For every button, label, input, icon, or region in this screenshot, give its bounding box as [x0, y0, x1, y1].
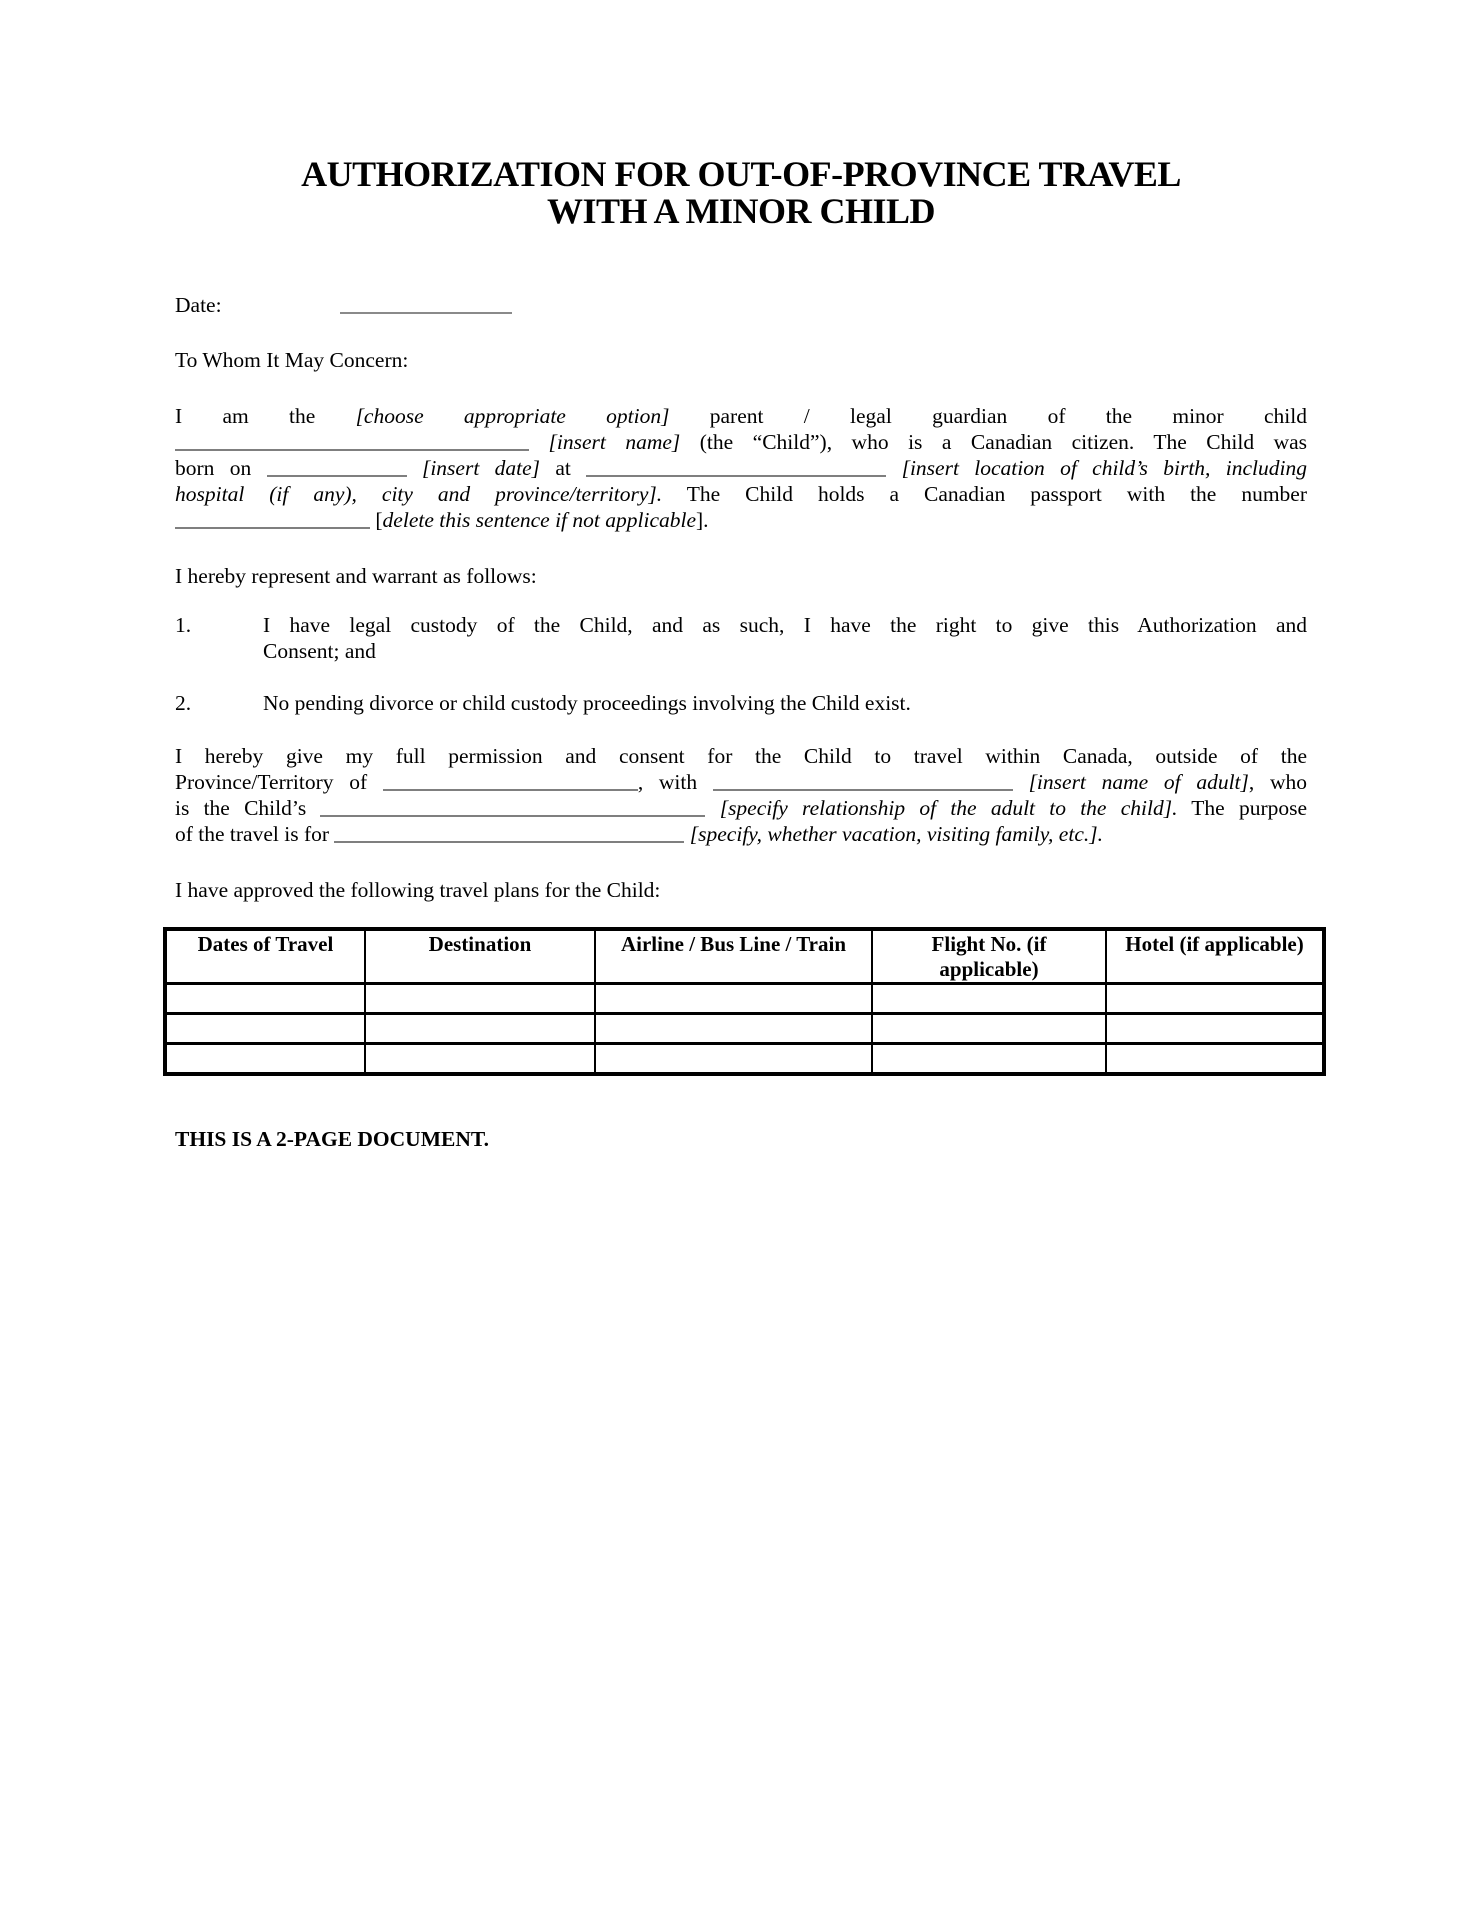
- date-row: [175, 292, 1307, 318]
- empty-cell: [872, 1044, 1106, 1074]
- instruction-text: [specify relationship of the adult to the child].: [719, 796, 1178, 820]
- date-blank-line: [340, 296, 512, 314]
- text-line: [175, 821, 1307, 847]
- warranties-intro: I hereby represent and warrant as follows:: [175, 564, 537, 588]
- text-run: , who: [1248, 770, 1307, 794]
- text-run: No pending divorce or child custody proceedings involving the Child exist.: [263, 691, 911, 715]
- intro-paragraph: [175, 403, 1307, 533]
- table-row: [165, 1044, 1324, 1074]
- text-run: [407, 456, 422, 480]
- instruction-text: [insert location of child’s birth, including: [901, 456, 1307, 480]
- instruction-text: [choose appropriate option]: [355, 404, 670, 428]
- document-title: [175, 156, 1307, 230]
- warranty-item-2-number: 2.: [175, 691, 192, 715]
- text-line: [175, 429, 1307, 455]
- column-header: Flight No. (if applicable): [872, 929, 1106, 984]
- empty-cell: [1106, 1014, 1324, 1044]
- text-line: [263, 612, 1307, 638]
- table-header-row: [165, 929, 1324, 984]
- text-line: [175, 795, 1307, 821]
- title-line-2: WITH A MINOR CHILD: [546, 191, 936, 231]
- text-line: [175, 507, 1307, 533]
- empty-cell: [365, 1044, 595, 1074]
- empty-cell: [595, 1014, 872, 1044]
- text-run: Consent; and: [263, 639, 376, 663]
- column-header: Destination: [365, 929, 595, 984]
- text-run: [705, 796, 719, 820]
- fill-in-blank: [383, 773, 638, 791]
- fill-in-blank: [334, 825, 684, 843]
- text-run: , with: [637, 770, 713, 794]
- text-line: [175, 455, 1307, 481]
- fill-in-blank: [320, 799, 705, 817]
- text-run: The Child holds a Canadian passport with the number: [662, 482, 1307, 506]
- empty-cell: [595, 984, 872, 1014]
- fill-in-blank: [586, 459, 886, 477]
- text-line: [175, 481, 1307, 507]
- text-line: [263, 638, 1307, 664]
- date-label: Date:: [175, 293, 222, 317]
- empty-cell: [365, 984, 595, 1014]
- text-run: of the travel is for: [175, 822, 335, 846]
- text-run: at: [540, 456, 587, 480]
- empty-cell: [872, 1014, 1106, 1044]
- column-header: Airline / Bus Line / Train: [595, 929, 872, 984]
- column-header: Dates of Travel: [165, 929, 365, 984]
- fill-in-blank: [175, 433, 529, 451]
- text-run: [886, 456, 901, 480]
- table-row: [165, 984, 1324, 1014]
- empty-cell: [365, 1014, 595, 1044]
- text-run: I hereby give my full permission and consent for the Child to travel within Canada, outside of the: [175, 744, 1307, 768]
- instruction-text: delete this sentence if not applicable: [382, 508, 696, 532]
- table-row: [165, 1014, 1324, 1044]
- fill-in-blank: [267, 459, 407, 477]
- text-run: born on: [175, 456, 267, 480]
- text-run: parent / legal guardian of the minor child: [669, 404, 1307, 428]
- empty-cell: [165, 1044, 365, 1074]
- text-run: The purpose: [1177, 796, 1308, 820]
- empty-cell: [1106, 984, 1324, 1014]
- text-run: I am the: [175, 404, 356, 428]
- travel-plans-intro: I have approved the following travel plans for the Child:: [175, 878, 661, 902]
- empty-cell: [165, 984, 365, 1014]
- text-run: [: [370, 508, 383, 532]
- text-run: I have legal custody of the Child, and as such, I have the right to give this Authorization and: [263, 613, 1307, 637]
- salutation: To Whom It May Concern:: [175, 348, 409, 372]
- instruction-text: [insert name]: [548, 430, 681, 454]
- page-count-note: THIS IS A 2-PAGE DOCUMENT.: [175, 1126, 489, 1151]
- instruction-text: [specify, whether vacation, visiting family, etc.].: [689, 822, 1103, 846]
- empty-cell: [872, 984, 1106, 1014]
- text-run: Province/Territory of: [175, 770, 383, 794]
- text-line: [175, 403, 1307, 429]
- text-run: [1013, 770, 1029, 794]
- text-run: (the “Child”), who is a Canadian citizen. The Child was: [680, 430, 1308, 454]
- instruction-text: hospital (if any), city and province/territory].: [175, 482, 663, 506]
- text-line: [175, 769, 1307, 795]
- empty-cell: [595, 1044, 872, 1074]
- title-line-1: AUTHORIZATION FOR OUT-OF-PROVINCE TRAVEL: [301, 154, 1181, 194]
- warranty-item-1-text: [263, 612, 1307, 664]
- column-header: Hotel (if applicable): [1106, 929, 1324, 984]
- text-run: ].: [696, 508, 709, 532]
- fill-in-blank: [713, 773, 1013, 791]
- instruction-text: [insert name of adult]: [1028, 770, 1249, 794]
- warranty-item-2: [175, 690, 1307, 716]
- permission-paragraph: [175, 743, 1307, 847]
- warranty-item-1: [175, 612, 1307, 664]
- travel-table: [163, 927, 1326, 1076]
- warranty-item-2-text: [263, 690, 1307, 716]
- text-run: [529, 430, 549, 454]
- warranty-item-1-number: 1.: [175, 613, 192, 637]
- text-line: [263, 690, 1307, 716]
- text-run: is the Child’s: [175, 796, 321, 820]
- text-line: [175, 743, 1307, 769]
- instruction-text: [insert date]: [421, 456, 541, 480]
- empty-cell: [1106, 1044, 1324, 1074]
- fill-in-blank: [175, 511, 370, 529]
- empty-cell: [165, 1014, 365, 1044]
